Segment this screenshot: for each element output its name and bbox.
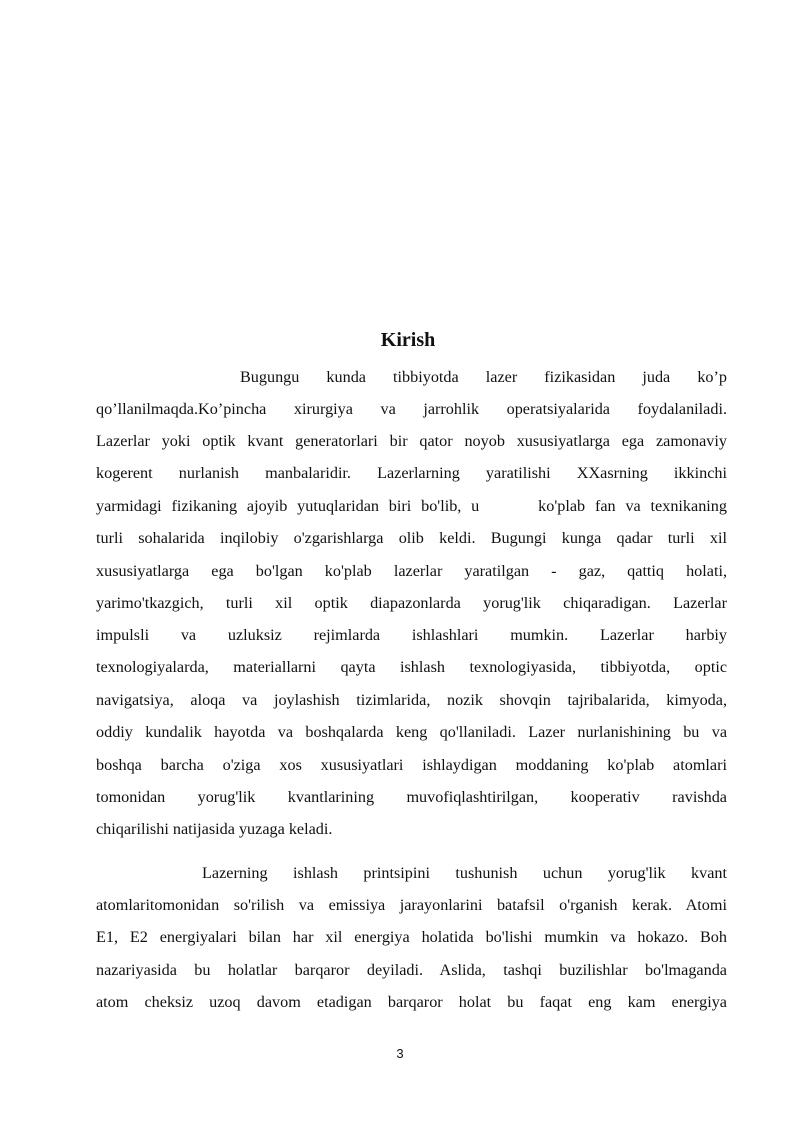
text-line: kogerent nurlanish manbalaridir. Lazerlarning yaratilishi XXasrning ikkinchi [96, 464, 727, 482]
text-line: tomonidan yorug'lik kvantlarining muvofiqlashtirilgan, kooperativ ravishda [96, 788, 727, 806]
text-line: qo’llanilmaqda.Ko’pincha xirurgiya va jarrohlik operatsiyalarida foydalaniladi. [96, 400, 727, 418]
text-line: navigatsiya, aloqa va joylashish tizimlarida, nozik shovqin tajribalarida, kimyoda, [96, 691, 727, 709]
text-line: Lazerning ishlash printsipini tushunish uchun yorug'lik kvant [202, 864, 727, 882]
page-number: 3 [396, 1046, 404, 1061]
text-line: turli sohalarida inqilobiy o'zgarishlarga olib keldi. Bugungi kunga qadar turli xil [96, 529, 727, 547]
text-line: xususiyatlarga ega bo'lgan ko'plab lazerlar yaratilgan - gaz, qattiq holati, [96, 562, 727, 580]
text-line: yarmidagi fizikaning ajoyib yutuqlaridan biri bo'lib, u ko'plab fan va texnikaning [96, 497, 727, 515]
text-line: atomlaritomonidan so'rilish va emissiya jarayonlarini batafsil o'rganish kerak. Atomi [96, 896, 727, 914]
section-title: Kirish [380, 329, 436, 351]
text-line: boshqa barcha o'ziga xos xususiyatlari ishlaydigan moddaning ko'plab atomlari [96, 756, 727, 774]
text-line: impulsli va uzluksiz rejimlarda ishlashlari mumkin. Lazerlar harbiy [96, 626, 727, 644]
text-line: Bugungu kunda tibbiyotda lazer fizikasidan juda ko’p [240, 368, 727, 386]
text-line: texnologiyalarda, materiallarni qayta ishlash texnologiyasida, tibbiyotda, optic [96, 658, 727, 676]
text-line: atom cheksiz uzoq davom etadigan barqaror holat bu faqat eng kam energiya [96, 993, 727, 1011]
text-line: nazariyasida bu holatlar barqaror deyiladi. Aslida, tashqi buzilishlar bo'lmaganda [96, 961, 727, 979]
text-line: oddiy kundalik hayotda va boshqalarda keng qo'llaniladi. Lazer nurlanishining bu va [96, 723, 727, 741]
text-line: E1, E2 energiyalari bilan har xil energiya holatida bo'lishi mumkin va hokazo. Boh [96, 928, 727, 946]
text-line: yarimo'tkazgich, turli xil optik diapazonlarda yorug'lik chiqaradigan. Lazerlar [96, 594, 727, 612]
text-line: chiqarilishi natijasida yuzaga keladi. [96, 820, 333, 838]
text-line: Lazerlar yoki optik kvant generatorlari bir qator noyob xususiyatlarga ega zamonaviy [96, 432, 727, 450]
